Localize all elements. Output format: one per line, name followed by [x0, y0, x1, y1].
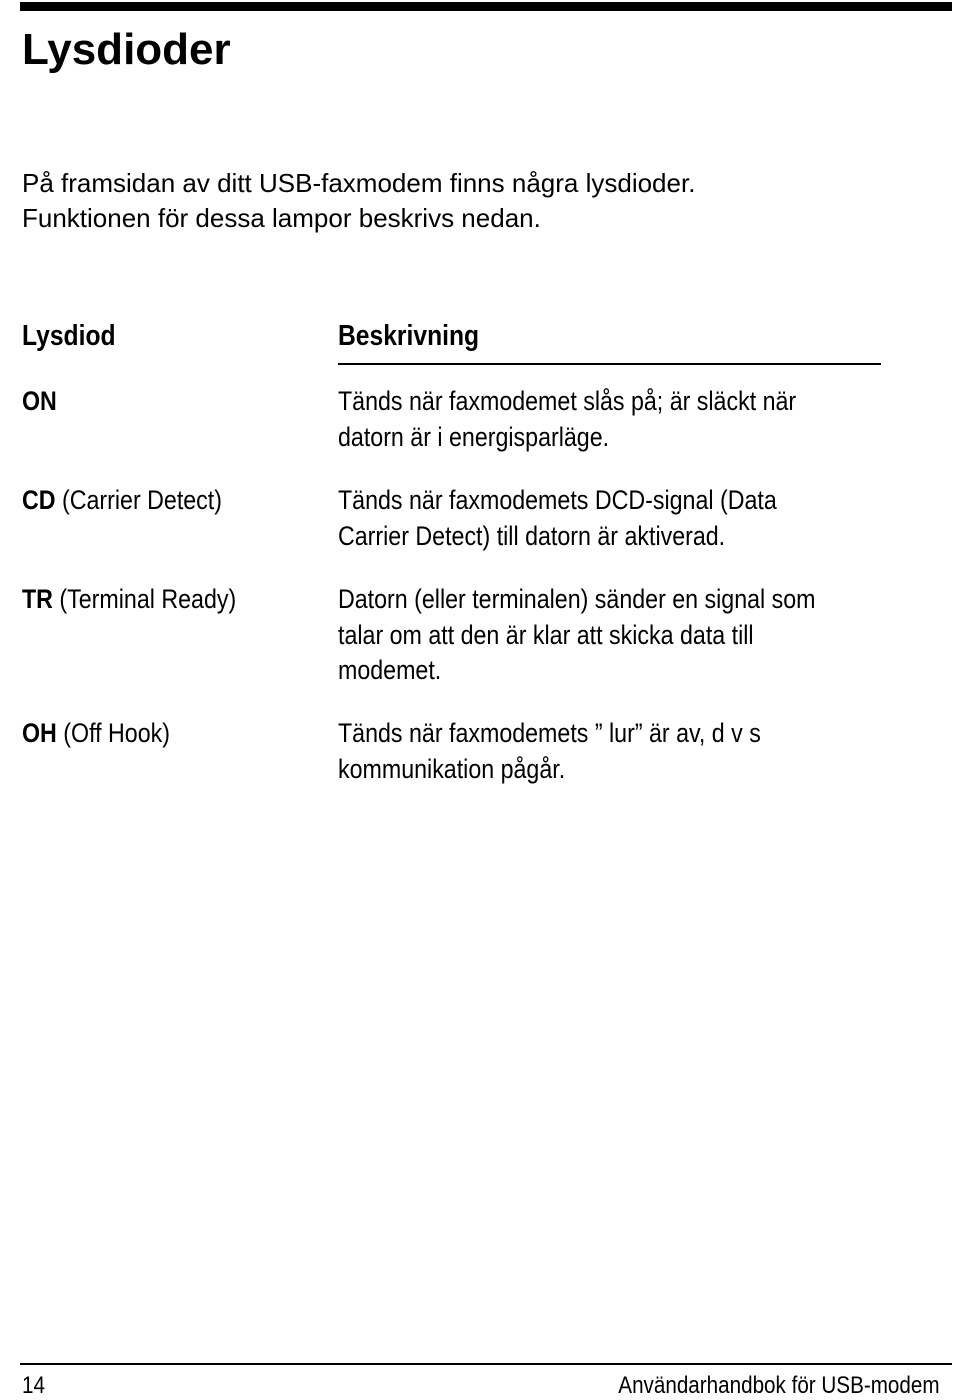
description-line: kommunikation pågår.	[338, 753, 566, 784]
led-name: (Terminal Ready)	[59, 584, 237, 614]
description-line: Datorn (eller terminalen) sänder en signal som	[338, 584, 816, 614]
description-line: talar om att den är klar att skicka data till	[338, 619, 754, 650]
header-rule	[338, 363, 881, 365]
led-code: OH	[22, 718, 57, 748]
intro-line: Funktionen för dessa lampor beskrivs nedan.	[22, 203, 541, 233]
led-description-oh	[338, 716, 888, 787]
led-label-oh	[22, 716, 170, 752]
footer-rule	[20, 1363, 952, 1365]
page-number: 14	[22, 1372, 45, 1399]
top-rule	[20, 2, 952, 11]
led-code: TR	[22, 584, 53, 614]
page-title: Lysdioder	[22, 25, 231, 74]
led-name: (Off Hook)	[63, 718, 170, 748]
description-line: datorn är i energisparläge.	[338, 421, 610, 452]
led-description-on	[338, 384, 888, 455]
led-label-on	[22, 384, 57, 420]
description-line: Tänds när faxmodemets ” lur” är av, d v s	[338, 718, 761, 748]
led-description-tr	[338, 582, 888, 689]
intro-line: På framsidan av ditt USB-faxmodem finns några lysdioder.	[22, 168, 696, 198]
description-line: Tänds när faxmodemets DCD-signal (Data	[338, 485, 777, 515]
led-description-cd	[338, 483, 888, 554]
led-name: (Carrier Detect)	[62, 485, 222, 515]
led-label-tr	[22, 582, 236, 618]
led-label-cd	[22, 483, 222, 519]
footer-document-title: Användarhandbok för USB-modem	[618, 1372, 940, 1399]
description-line: Tänds när faxmodemet slås på; är släckt när	[338, 386, 797, 416]
description-line: Carrier Detect) till datorn är aktiverad.	[338, 520, 726, 551]
led-code: ON	[22, 386, 57, 416]
column-header-led: Lysdiod	[22, 320, 116, 352]
led-code: CD	[22, 485, 56, 515]
description-line: modemet.	[338, 655, 442, 685]
column-header-description: Beskrivning	[338, 320, 480, 352]
intro-paragraph	[22, 166, 922, 236]
